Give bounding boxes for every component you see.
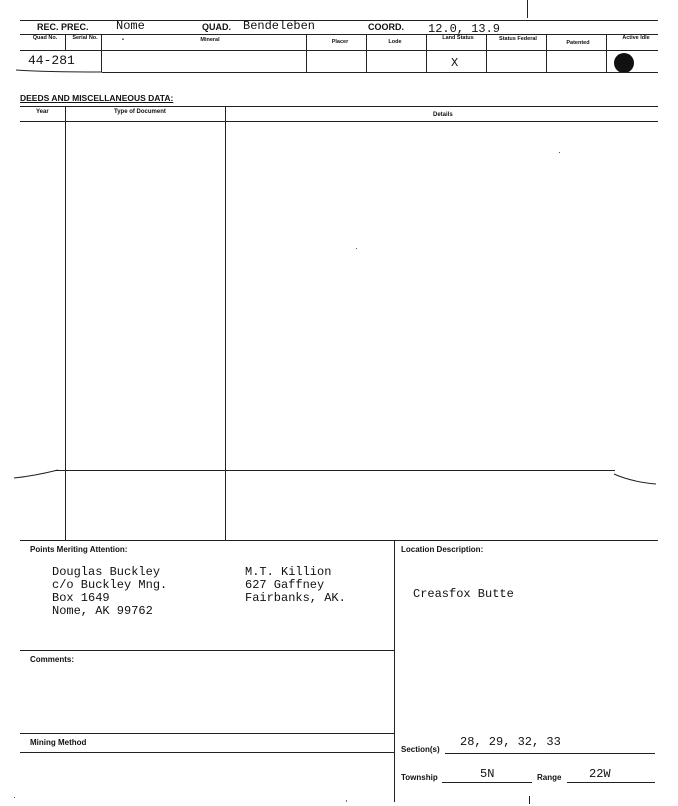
col-mineral: Mineral <box>200 37 220 43</box>
col-quad-no: Quad No. <box>32 35 58 41</box>
land-status-mark: X <box>451 56 459 70</box>
col-dot: • <box>122 37 124 43</box>
col-lode: Lode <box>388 39 402 45</box>
active-idle-filled-circle <box>614 53 634 73</box>
hdr-div-3 <box>306 34 307 72</box>
sections-underline <box>445 753 655 754</box>
hdr-div-8 <box>606 34 607 72</box>
rec-prec-value: Nome <box>116 19 145 33</box>
col-status-federal: Status Federal <box>499 36 537 42</box>
header-mid-rule <box>20 34 658 35</box>
points-label: Points Meriting Attention: <box>30 545 128 554</box>
deeds-div-year <box>65 106 66 540</box>
deeds-top-rule <box>20 106 658 107</box>
mining-top-rule <box>20 733 394 734</box>
quad-serial-value: 44-281 <box>28 53 75 68</box>
sections-label: Section(s) <box>401 745 440 754</box>
deeds-header-rule <box>20 121 658 122</box>
hdr-div-7 <box>546 34 547 72</box>
quad-label: QUAD. <box>202 22 231 32</box>
deeds-fold-left-curve <box>12 466 60 482</box>
bottom-center-divider <box>394 540 395 802</box>
comments-top-rule <box>20 650 394 651</box>
speck <box>559 152 560 153</box>
col-patented: Patented <box>566 40 590 46</box>
hdr-div-4 <box>366 34 367 72</box>
speck <box>14 797 15 798</box>
points-left-block: Douglas Buckley c/o Buckley Mng. Box 1649 Nome, AK 99762 <box>52 565 168 618</box>
deeds-fold-rule <box>55 470 615 471</box>
col-land-status: Land Status <box>442 35 474 41</box>
deeds-col-type: Type of Document <box>114 109 166 115</box>
deeds-div-type <box>225 106 226 540</box>
hdr-div-5 <box>426 34 427 72</box>
rec-prec-label: REC. PREC. <box>37 22 89 32</box>
mining-bottom-rule <box>20 752 394 753</box>
township-label: Township <box>401 773 438 782</box>
deeds-fold-right-curve <box>612 472 658 488</box>
range-label: Range <box>537 773 562 782</box>
mining-label: Mining Method <box>30 738 87 747</box>
comments-label: Comments: <box>30 655 75 664</box>
top-tick-mark <box>527 0 528 18</box>
bottom-tick-mark <box>529 796 530 804</box>
sections-value: 28, 29, 32, 33 <box>460 735 561 749</box>
header-bottom-rule <box>102 72 658 73</box>
speck <box>356 248 357 249</box>
coord-value: 12.0, 13.9 <box>428 22 501 36</box>
deeds-col-details: Details <box>433 112 453 118</box>
location-value: Creasfox Butte <box>413 587 514 601</box>
township-value: 5N <box>480 767 495 781</box>
bottom-top-rule <box>20 540 658 541</box>
location-label: Location Description: <box>401 545 484 554</box>
col-serial-no: Serial No. <box>72 35 98 41</box>
points-right-block: M.T. Killion 627 Gaffney Fairbanks, AK. <box>245 565 346 605</box>
deeds-title: DEEDS AND MISCELLANEOUS DATA: <box>20 93 174 103</box>
col-placer: Placer <box>331 39 349 45</box>
range-underline <box>567 782 655 783</box>
township-underline <box>442 782 532 783</box>
quad-value: Bendeleben <box>243 19 316 33</box>
header-col-rule <box>20 50 658 51</box>
speck <box>346 800 347 802</box>
deeds-col-year: Year <box>36 109 49 115</box>
hdr-div-1 <box>65 34 66 50</box>
coord-label: COORD. <box>368 22 404 32</box>
col-active-idle: Active Idle <box>622 35 650 41</box>
range-value: 22W <box>589 767 611 781</box>
hdr-div-6 <box>486 34 487 72</box>
header-bottom-curve <box>14 60 104 76</box>
